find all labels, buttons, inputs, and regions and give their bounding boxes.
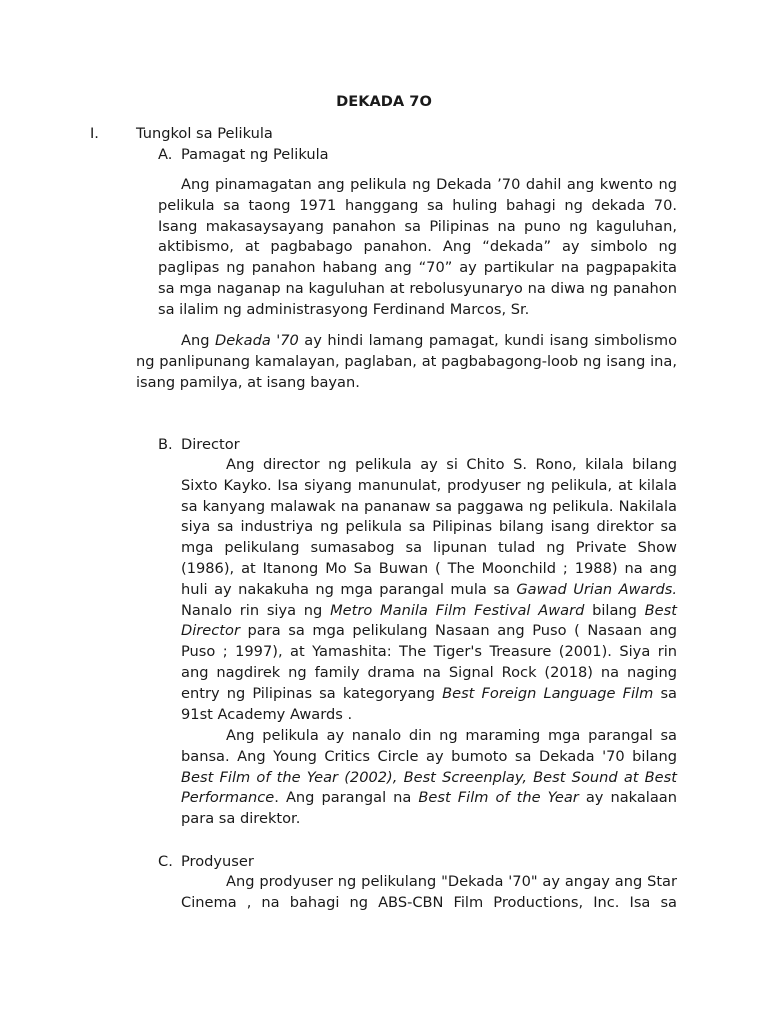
subsection-b-heading: Director	[181, 436, 240, 453]
award-category-italic: Best Foreign Language Film	[442, 684, 654, 702]
director-paragraph-1	[181, 455, 677, 725]
text-run: Ang pelikula ay nanalo din ng maraming mga parangal sa bansa. Ang Young Critics Circle ay bumoto sa Dekada '70 bilang	[181, 727, 677, 765]
text-run: bilang	[584, 601, 645, 619]
section-heading: Tungkol sa Pelikula	[136, 125, 273, 142]
pamagat-paragraph-2	[136, 331, 677, 393]
pamagat-paragraph-1: Ang pinamagatan ang pelikula ng Dekada ’70 dahil ang kwento ng pelikula sa taong 1971 hanggang sa huling bahagi ng dekada 70. Isang makasaysayang panahon sa Pilipinas na puno ng kaguluhan, aktibismo, at pagbabago panahon. Ang “dekada” ay simbolo ng paglipas ng panahon habang ang “70” ay partikular na pagpapakita sa mga naganap na kaguluhan at rebolusyunaryo na diwa ng panahon sa ilalim ng administrasyong Ferdinand Marcos, Sr.	[158, 176, 677, 318]
prodyuser-paragraph-1: Ang prodyuser ng pelikulang "Dekada '70" ay angay ang Star Cinema , na bahagi ng ABS-CBN Film Productions, Inc. Isa sa	[181, 873, 677, 911]
section-number: I.	[90, 125, 99, 142]
film-title-italic: Dekada '70	[214, 332, 299, 349]
text-run: sa 91st Academy Awards .	[181, 684, 677, 723]
subsection-b-letter: B.	[158, 436, 173, 453]
text-run: . Ang parangal na	[274, 789, 419, 807]
subsection-a-heading: Pamagat ng Pelikula	[181, 146, 329, 163]
award-category-italic: Best Film of the Year	[418, 789, 579, 807]
text-run: ay hindi lamang pamagat, kundi isang simbolismo ng panlipunang kamalayan, paglaban, at pagbabagong-loob ng isang ina, isang pamilya, at isang bayan.	[136, 332, 677, 391]
subsection-c-heading: Prodyuser	[181, 853, 254, 870]
text-run: Nanalo rin siya ng	[181, 601, 331, 619]
text-run: ay nakalaan para sa direktor.	[181, 789, 677, 828]
subsection-a-letter: A.	[158, 146, 173, 163]
text-run: Ang	[181, 332, 215, 349]
document-title: DEKADA 7O	[336, 93, 432, 110]
award-name-italic: Metro Manila Film Festival Award	[330, 601, 585, 619]
award-list-italic: Best Film of the Year (2002), Best Screenplay, Best Sound at Best Performance	[181, 768, 677, 807]
text-run: Ang director ng pelikula ay si Chito S. Rono, kilala bilang Sixto Kayko. Isa siyang manunulat, prodyuser ng pelikula, at kilala sa kanyang malawak na pananaw sa paggawa ng pelikula. Nakilala siya sa industriya ng pelikula sa Pilipinas bilang isang direktor sa mga pelikulang sumasabog sa lipunan tulad ng Private Show (1986), at Itanong Mo Sa Buwan ( The Moonchild ; 1988) na ang huli ay nakakuha ng mga parangal mula sa	[181, 456, 677, 598]
director-paragraph-2	[181, 726, 677, 830]
subsection-c-letter: C.	[158, 853, 173, 870]
award-category-italic: Best Director	[181, 601, 677, 640]
text-run: para sa mga pelikulang Nasaan ang Puso ( Nasaan ang Puso ; 1997), at Yamashita: The Tiger's Treasure (2001). Siya rin ang nagdirek ng family drama na Signal Rock (2018) na naging entry ng Pilipinas sa kategoryang	[181, 622, 677, 702]
award-name-italic: Gawad Urian Awards.	[516, 580, 677, 598]
